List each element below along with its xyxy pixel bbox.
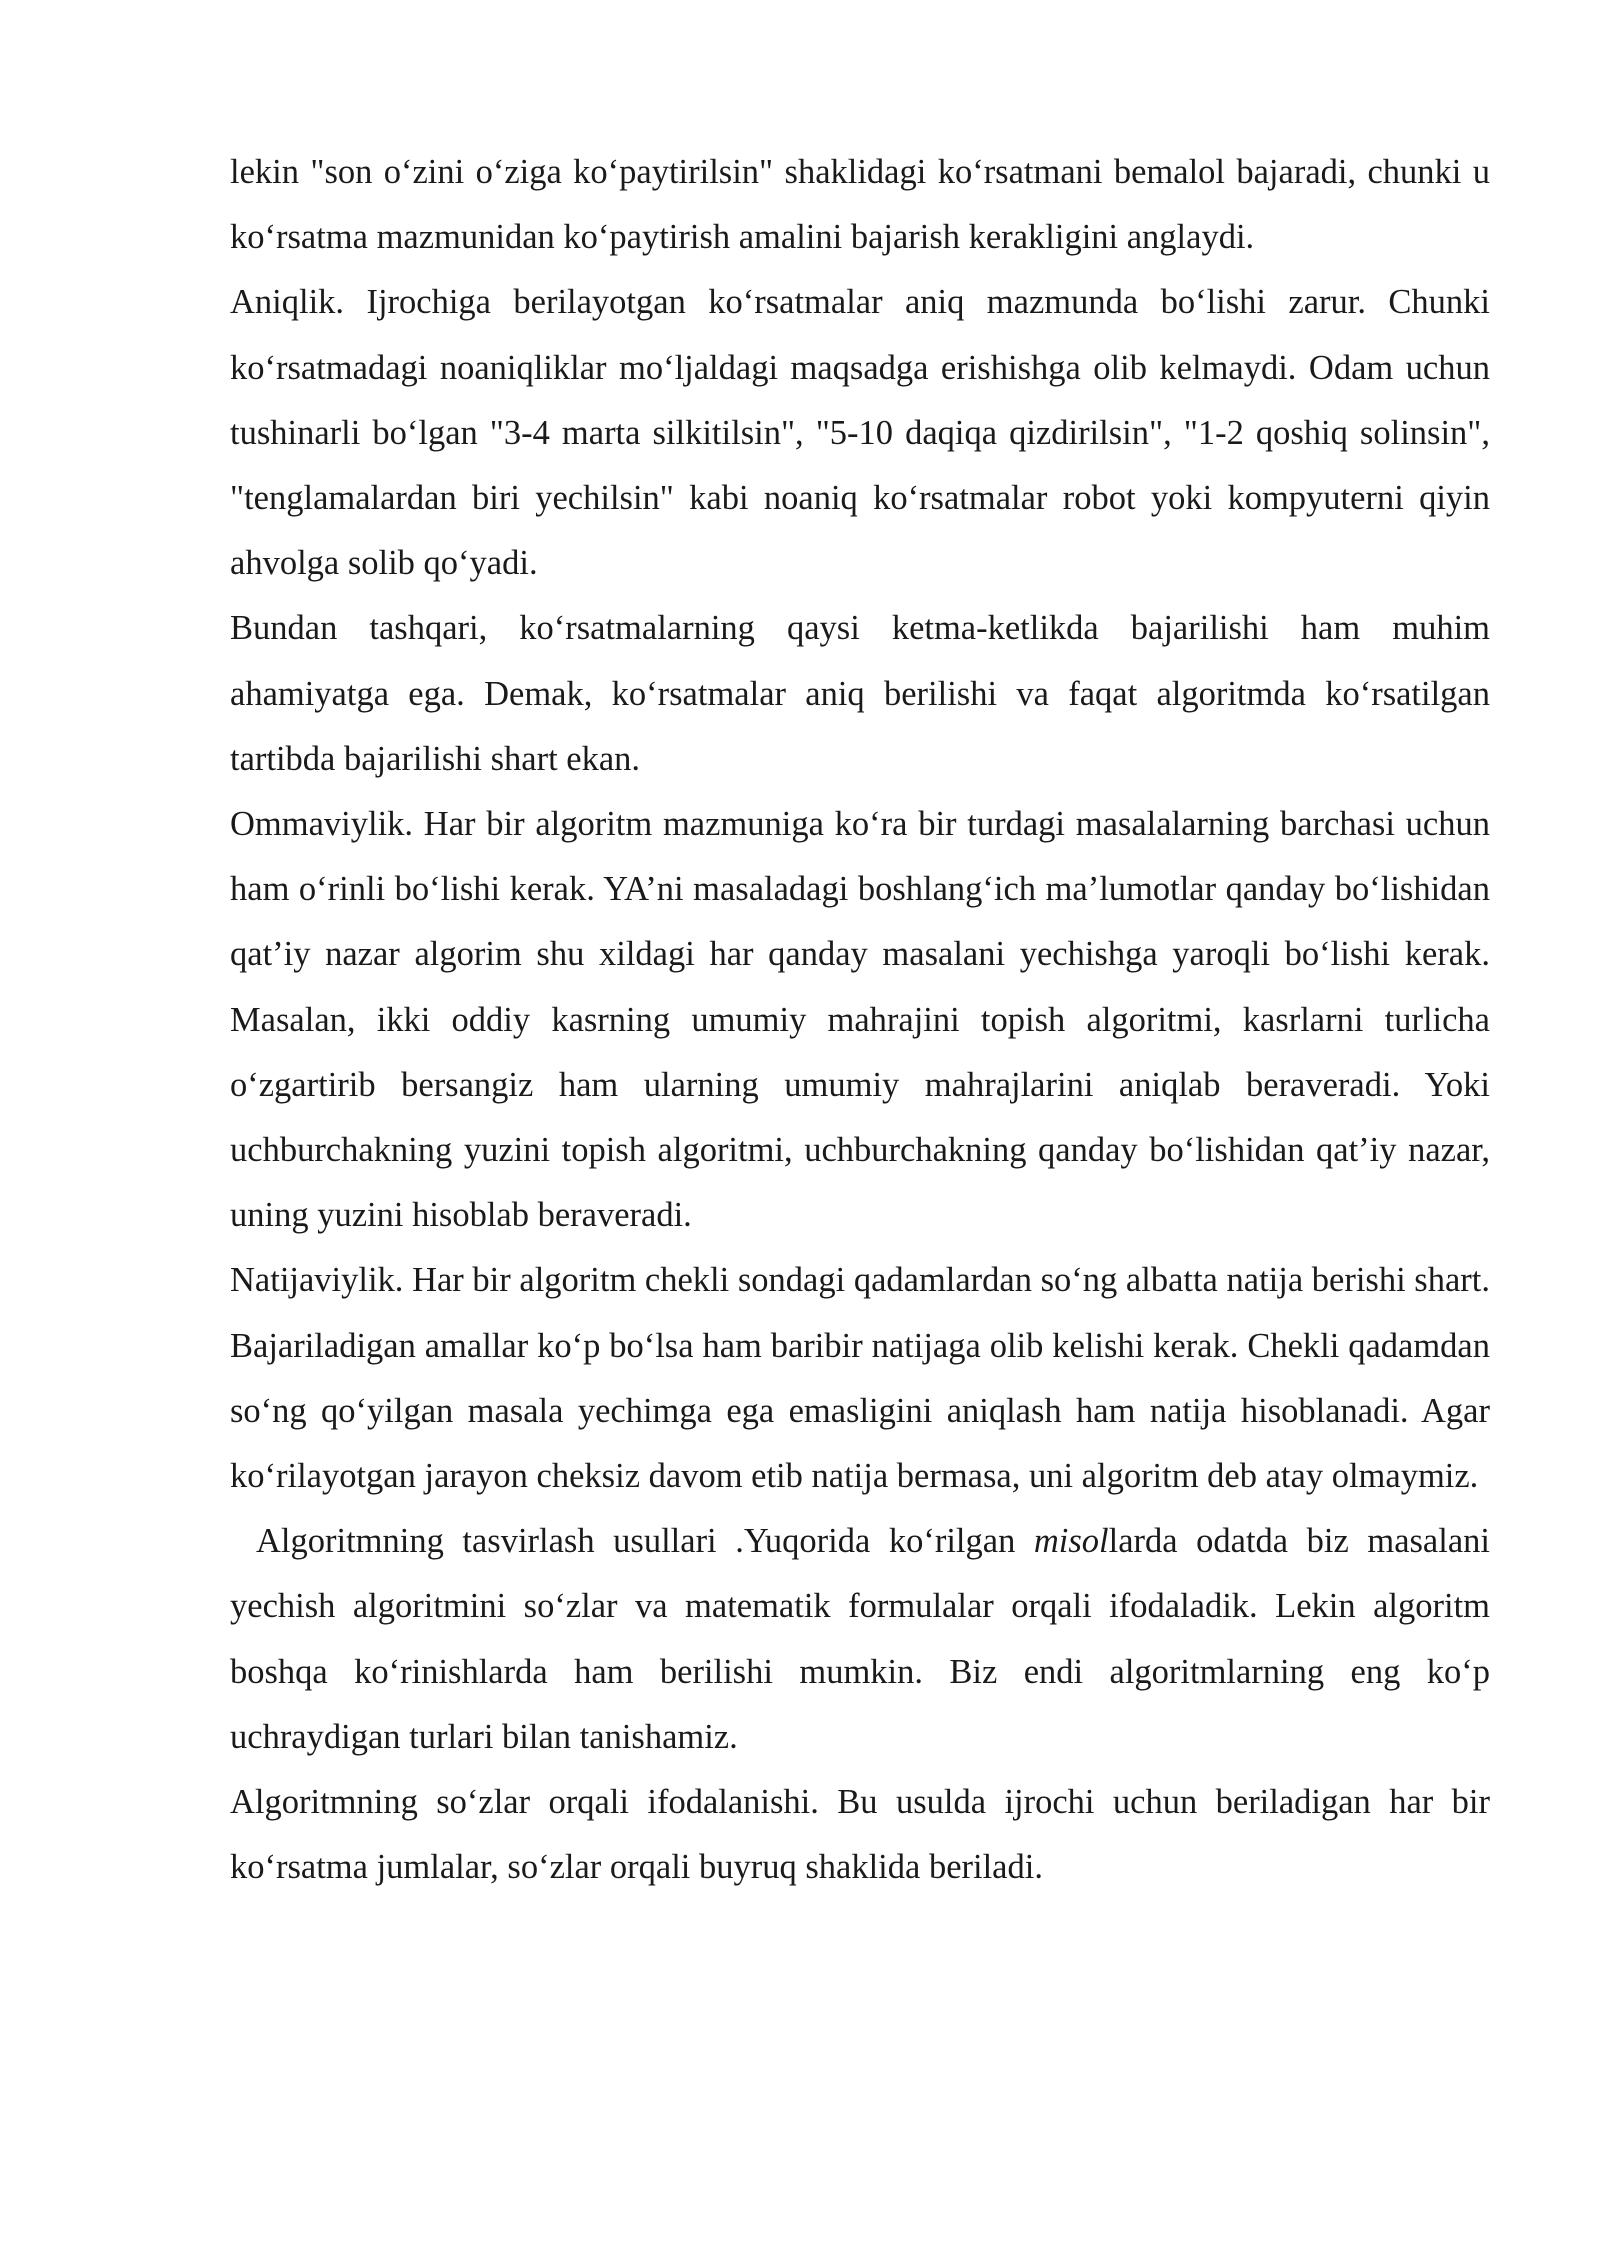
paragraph-sozlar-orqali: Algoritmning so‘zlar orqali ifodalanishi. Bu usulda ijrochi uchun beriladigan har bir ko‘rsatma jumlalar, so‘zlar orqali buyruq shaklida beriladi.	[230, 1783, 1490, 1887]
paragraph-natijaviylik: Natijaviylik. Har bir algoritm chekli sondagi qadamlardan so‘ng albatta natija berishi shart. Bajariladigan amallar ko‘p bo‘lsa ham baribir natijaga olib kelishi kerak. Chekli qadamdan so‘ng qo‘yilgan masala yechimga ega emasligini aniqlash ham natija hisoblanadi. Agar ko‘rilayotgan jarayon cheksiz davom etib natija bermasa, uni algoritm deb atay olmaymiz.	[230, 1261, 1490, 1496]
paragraph-aniqlik: Aniqlik. Ijrochiga berilayotgan ko‘rsatmalar aniq mazmunda bo‘lishi zarur. Chunki ko‘rsatmadagi noaniqliklar mo‘ljaldagi maqsadga erishishga olib kelmaydi. Odam uchun tushinarli bo‘lgan "3-4 marta silkitilsin", "5-10 daqiqa qizdirilsin", "1-2 qoshiq solinsin", "tenglamalardan biri yechilsin" kabi noaniq ko‘rsatmalar robot yoki kompyuterni qiyin ahvolga solib qo‘yadi.	[230, 283, 1490, 583]
paragraph-continuation: lekin "son o‘zini o‘ziga ko‘paytirilsin" shaklidagi ko‘rsatmani bemalol bajaradi, chunki u ko‘rsatma mazmunidan ko‘paytirish amalini bajarish kerakligini anglaydi.	[230, 153, 1490, 257]
document-body	[230, 140, 1490, 1900]
paragraph-tasvirlash-end: larda odatda biz masalani yechish algoritmini so‘zlar va matematik formulalar orqali ifodaladik. Lekin algoritm boshqa ko‘rinishlarda ham berilishi mumkin. Biz endi algoritmlarning eng ko‘p uchraydigan turlari bilan tanishamiz.	[230, 1522, 1490, 1756]
paragraph-ketma-ketlik: Bundan tashqari, ko‘rsatmalarning qaysi ketma-ketlikda bajarilishi ham muhim ahamiyatga ega. Demak, ko‘rsatmalar aniq berilishi va faqat algoritmda ko‘rsatilgan tartibda bajarilishi shart ekan.	[230, 609, 1490, 778]
paragraph-ommaviylik: Ommaviylik. Har bir algoritm mazmuniga ko‘ra bir turdagi masalalarning barchasi uchun ham o‘rinli bo‘lishi kerak. YA’ni masaladagi boshlang‘ich ma’lumotlar qanday bo‘lishidan qat’iy nazar algorim shu xildagi har qanday masalani yechishga yaroqli bo‘lishi kerak. Masalan, ikki oddiy kasrning umumiy mahrajini topish algoritmi, kasrlarni turlicha o‘zgartirib bersangiz ham ularning umumiy mahrajlarini aniqlab beraveradi. Yoki uchburchakning yuzini topish algoritmi, uchburchakning qanday bo‘lishidan qat’iy nazar, uning yuzini hisoblab beraveradi.	[230, 805, 1490, 1235]
paragraph-tasvirlash-usullari	[230, 1509, 1490, 1770]
paragraph-tasvirlash-start: Algoritmning tasvirlash usullari .Yuqorida ko‘rilgan	[256, 1522, 1034, 1561]
italic-word-misol: misol	[1033, 1522, 1109, 1561]
